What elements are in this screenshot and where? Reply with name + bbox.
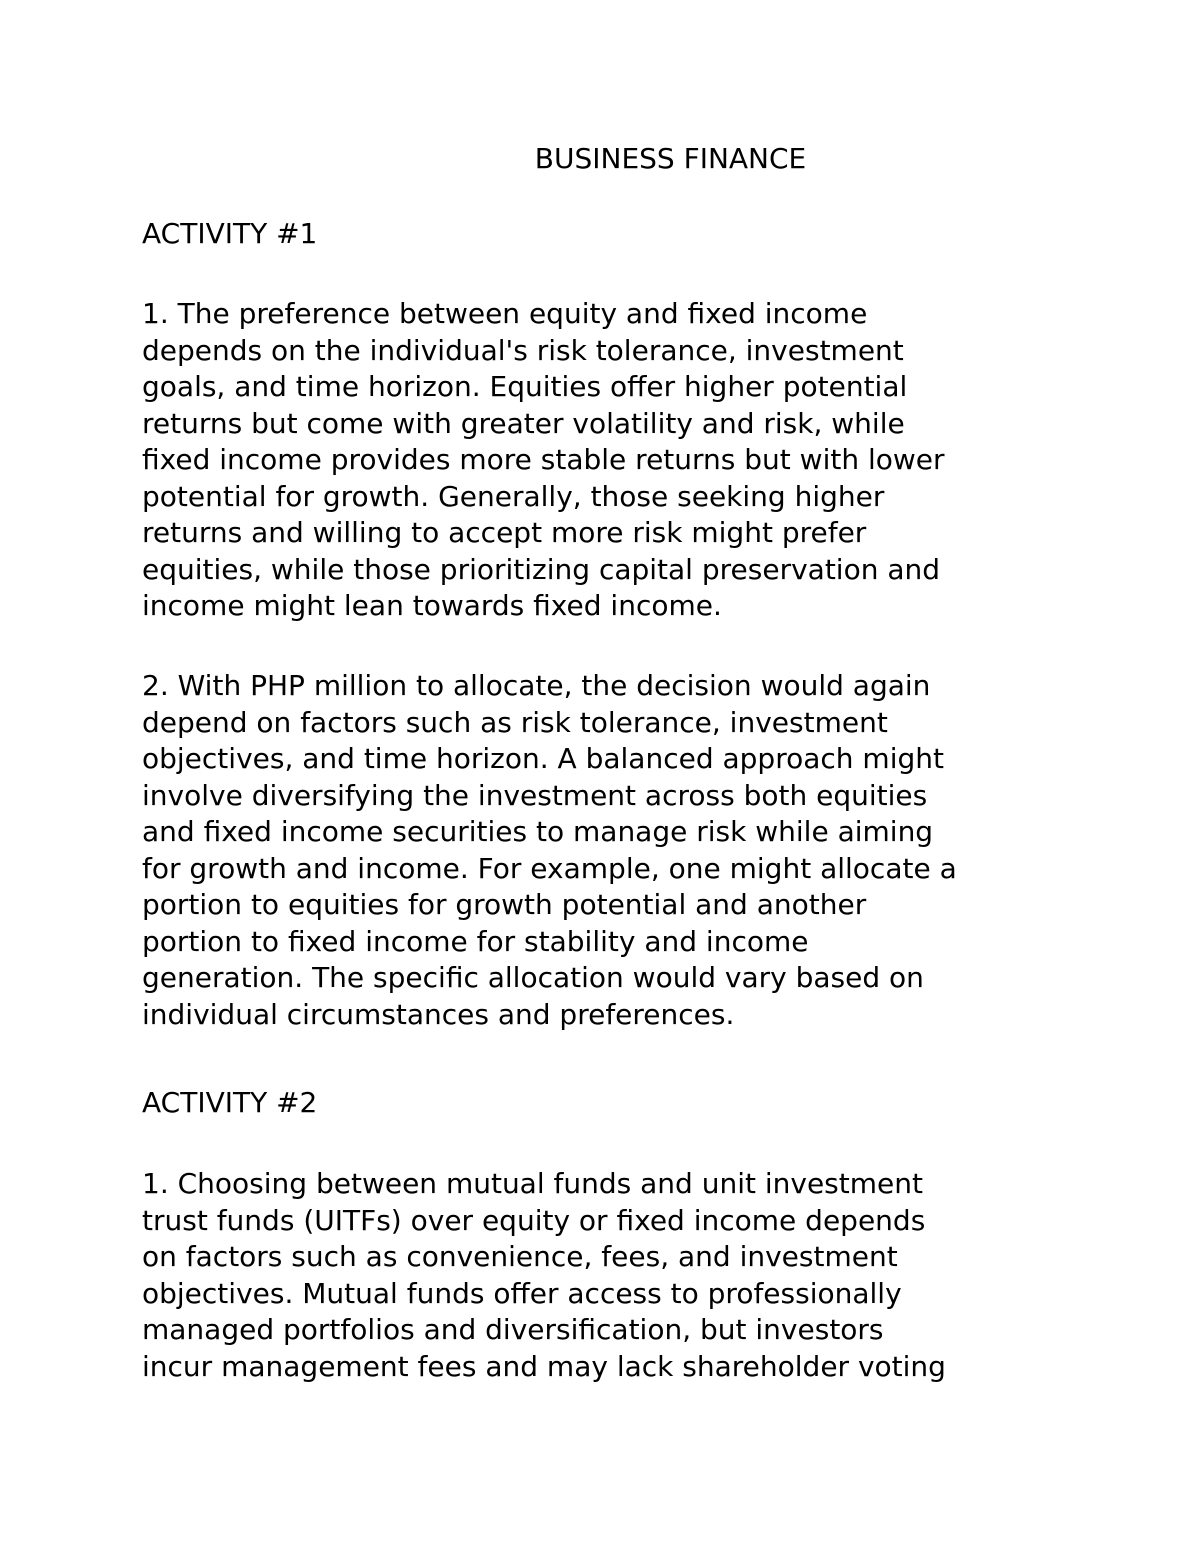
document-title: BUSINESS FINANCE xyxy=(534,142,807,175)
paragraph-line: individual circumstances and preferences. xyxy=(142,997,735,1031)
activity-1-answer-2 xyxy=(142,668,1072,1033)
paragraph-line: depend on factors such as risk tolerance, investment xyxy=(142,705,888,739)
paragraph-line: on factors such as convenience, fees, and investment xyxy=(142,1240,898,1273)
paragraph-line: equities, while those prioritizing capital preservation and xyxy=(142,552,941,586)
paragraph-line: returns and willing to accept more risk might prefer xyxy=(142,516,867,549)
activity-2-answer-1 xyxy=(142,1166,1072,1385)
paragraph-line: for growth and income. For example, one might allocate a xyxy=(142,851,957,885)
paragraph-line: portion to fixed income for stability and income xyxy=(142,924,809,958)
paragraph-line: trust funds (UITFs) over equity or fixed income depends xyxy=(142,1203,926,1237)
paragraph-line: potential for growth. Generally, those seeking higher xyxy=(142,479,885,513)
paragraph-line: 1. Choosing between mutual funds and unit investment xyxy=(142,1167,923,1200)
paragraph-line: income might lean towards fixed income. xyxy=(142,589,722,622)
paragraph-line: incur management fees and may lack shareholder voting xyxy=(142,1349,946,1383)
paragraph-line: fixed income provides more stable returns but with lower xyxy=(142,443,945,476)
activity-1-heading: ACTIVITY #1 xyxy=(142,217,318,250)
paragraph-line: managed portfolios and diversification, but investors xyxy=(142,1313,884,1346)
activity-2-heading: ACTIVITY #2 xyxy=(142,1086,318,1119)
paragraph-line: objectives. Mutual funds offer access to professionally xyxy=(142,1276,902,1310)
paragraph-line: 1. The preference between equity and fixed income xyxy=(142,297,868,330)
paragraph-line: involve diversifying the investment across both equities xyxy=(142,778,928,812)
paragraph-line: depends on the individual's risk tolerance, investment xyxy=(142,333,904,367)
paragraph-line: portion to equities for growth potential and another xyxy=(142,888,867,921)
paragraph-line: returns but come with greater volatility and risk, while xyxy=(142,406,905,440)
paragraph-line: objectives, and time horizon. A balanced approach might xyxy=(142,742,944,775)
paragraph-line: and fixed income securities to manage risk while aiming xyxy=(142,815,934,848)
paragraph-line: goals, and time horizon. Equities offer higher potential xyxy=(142,370,908,403)
activity-1-answer-1 xyxy=(142,296,1072,625)
paragraph-line: 2. With PHP million to allocate, the decision would again xyxy=(142,669,931,702)
paragraph-line: generation. The specific allocation would vary based on xyxy=(142,961,924,994)
